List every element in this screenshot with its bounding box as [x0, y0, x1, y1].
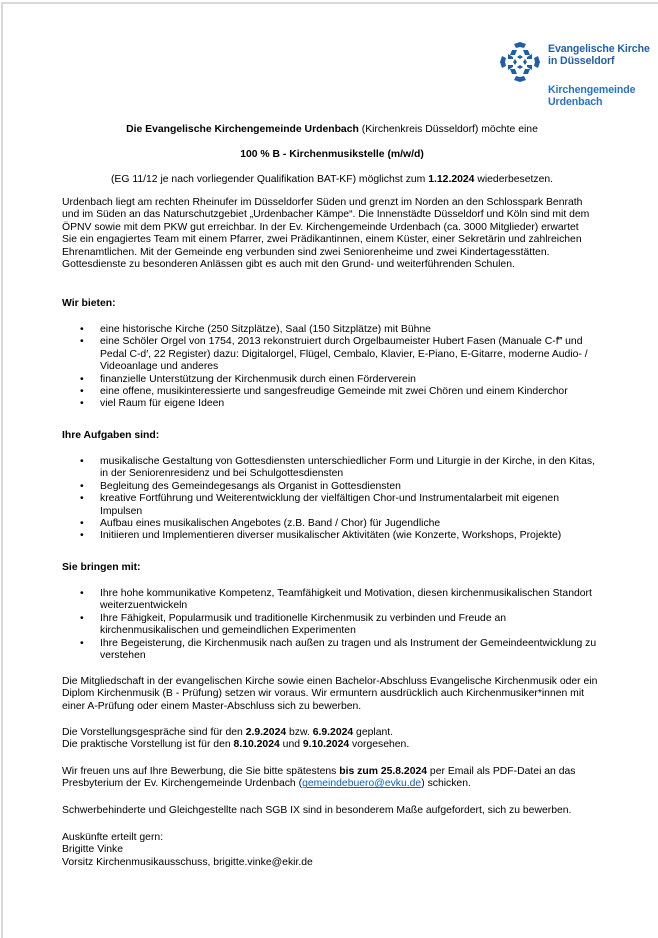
bullet-icon: •	[80, 456, 84, 467]
requirement-item-text: Ihre Fähigkeit, Popularmusik und traditionelle Kirchenmusik zu verbinden und Freude an	[100, 612, 507, 624]
description-line: ÖPNV sowie mit dem PKW gut erreichbar. In der Ev. Kirchengemeinde Urdenbach (ca. 3000 Mitglieder) erwartet	[62, 221, 579, 233]
task-item	[62, 518, 632, 530]
interview-date-1: 2.9.2024	[245, 727, 287, 738]
bullet-icon: •	[80, 530, 84, 542]
dates-text: und	[279, 739, 303, 751]
offer-item	[62, 336, 632, 373]
task-item-text: in der Seniorenresidenz und bei Schulgottesdiensten	[100, 468, 344, 480]
offer-item-text: viel Raum für eigene Ideen	[100, 398, 225, 410]
intro-rest: (Kirchenkreis Düsseldorf) möchte eine	[358, 124, 538, 135]
dates-text: geplant.	[353, 727, 394, 738]
offer-item	[62, 386, 632, 398]
application-text: Wir freuen uns auf Ihre Bewerbung, die Sie bitte spätestens	[62, 766, 340, 777]
description-line: Sie ein engagiertes Team mit einem Pfarrer, zwei Prädikantinnen, einem Küster, einer Sekretärin und zahlreichen	[62, 234, 582, 246]
document-content	[3, 4, 658, 938]
application-line-1	[62, 766, 622, 778]
requirements-heading: Sie bringen mit:	[62, 562, 141, 573]
salary-text: (EG 11/12 je nach vorliegender Qualifikation BAT-KF) möglichst zum	[110, 174, 429, 185]
bullet-icon: •	[80, 324, 84, 335]
bullet-icon: •	[80, 480, 84, 492]
offer-item-text: finanzielle Unterstützung der Kirchenmusik durch einen Förderverein	[100, 373, 416, 385]
application-text: per Email als PDF-Datei an das	[427, 766, 576, 777]
requirement-item	[62, 613, 632, 638]
tasks-heading: Ihre Aufgaben sind:	[62, 430, 160, 441]
application-email-link[interactable]: gemeindebuero@evku.de	[302, 778, 422, 790]
interview-date-2: 6.9.2024	[312, 727, 354, 738]
application-deadline: bis zum 25.8.2024	[339, 766, 428, 777]
application-text: ) schicken.	[421, 778, 471, 790]
bullet-icon: •	[80, 336, 84, 348]
requirements-list	[62, 588, 632, 662]
bullet-icon: •	[80, 588, 84, 599]
bullet-icon: •	[80, 518, 84, 530]
requirement-item-text: kirchenmusikalischen und gemeindlichen Experimenten	[100, 625, 356, 637]
offer-item-text: eine Schöler Orgel von 1754, 2013 rekonstruiert durch Orgelbaumeister Hubert Fasen (Manuale C-f‴ und	[100, 336, 583, 348]
qualification-line: einer A-Prüfung oder einem Master-Abschluss sich zu bewerben.	[62, 700, 362, 712]
disability-note: Schwerbehinderte und Gleichgestellte nach SGB IX sind in besonderem Maße aufgefordert, sich zu bewerben.	[62, 805, 572, 816]
practical-date-1: 8.10.2024	[233, 739, 280, 751]
description-paragraph	[62, 197, 622, 271]
logo-sub-line-1: Kirchengemeinde	[548, 84, 636, 96]
logo-title	[548, 44, 650, 67]
qualification-paragraph	[62, 676, 622, 713]
dates-text: vorgesehen.	[349, 739, 410, 751]
application-paragraph	[62, 766, 622, 791]
task-item-text: Aufbau eines musikalischen Angebotes (z.B. Band / Chor) für Jugendliche	[100, 518, 441, 530]
description-line: Ehrenamtlichen. Mit der Gemeinde eng verbunden sind zwei Seniorenheime und zwei Kindertagesstätten.	[62, 246, 550, 258]
task-item	[62, 481, 632, 493]
start-date: 1.12.2024	[428, 174, 475, 185]
logo-sub-line-2: Urdenbach	[548, 95, 603, 108]
dates-text: bzw.	[286, 727, 313, 738]
cross-logo-icon	[500, 42, 540, 82]
task-item-text: Initiieren und Implementieren diverser musikalischer Aktivitäten (wie Konzerte, Workshops, Projekte)	[100, 530, 562, 542]
intro-salary-line	[3, 174, 658, 186]
bullet-icon: •	[80, 398, 84, 410]
offer-heading: Wir bieten:	[62, 298, 116, 309]
requirement-item	[62, 588, 632, 613]
bullet-icon: •	[80, 612, 84, 624]
tasks-list	[62, 456, 632, 543]
bullet-icon: •	[80, 386, 84, 398]
description-line: Urdenbach liegt am rechten Rheinufer im Düsseldorfer Süden und grenzt im Norden an den Schlosspark Benrath	[62, 197, 583, 208]
qualification-line: Die Mitgliedschaft in der evangelischen Kirche sowie einen Bachelor-Abschluss Evangelische Kirchenmusik oder ein	[62, 676, 598, 687]
job-title: 100 % B - Kirchenmusikstelle (m/w/d)	[240, 149, 424, 160]
offer-item	[62, 398, 632, 410]
logo-subtitle	[548, 85, 635, 108]
bullet-icon: •	[80, 637, 84, 649]
dates-text: Die Vorstellungsgespräche sind für den	[62, 727, 246, 738]
task-item-text: Impulsen	[100, 505, 143, 517]
requirement-item-text: Ihre Begeisterung, die Kirchenmusik nach außen zu tragen und als Instrument der Gemeindeentwicklung zu	[100, 637, 597, 649]
practical-dates-line	[62, 739, 622, 751]
qualification-line: Diplom Kirchenmusik (B - Prüfung) setzen wir voraus. Wir ermuntern ausdrücklich auch Kirchenmusiker*innen mit	[62, 688, 585, 700]
offer-list	[62, 324, 632, 411]
offer-item-text: eine offene, musikinteressierte und sangesfreudige Gemeinde mit zwei Chören und einem Kinderchor	[100, 386, 568, 398]
contact-role-email: Vorsitz Kirchenmusikausschuss, brigitte.vinke@ekir.de	[62, 856, 313, 868]
requirement-item-text: weiterzuentwickeln	[100, 600, 188, 612]
logo-line-2: in Düsseldorf	[548, 54, 615, 67]
task-item	[62, 530, 632, 542]
description-line: Gottesdienste zu besonderen Anlässen gibt es auch mit den Grund- und weiterführenden Schulen.	[62, 259, 515, 271]
requirement-item-text: Ihre hohe kommunikative Kompetenz, Teamfähigkeit und Motivation, diesen kirchenmusikalischen Standort	[100, 588, 592, 599]
task-item	[62, 493, 632, 518]
offer-item-text: Pedal C-d′, 22 Register) dazu: Digitalorgel, Flügel, Cembalo, Klavier, E-Piano, E-Gitarre, moderne Audio- /	[100, 348, 588, 360]
task-item-text: Begleitung des Gemeindegesangs als Organist in Gottesdiensten	[100, 480, 401, 492]
application-text: Presbyterium der Ev. Kirchengemeinde Urdenbach (	[62, 778, 303, 790]
bullet-icon: •	[80, 373, 84, 385]
intro-line	[3, 124, 658, 136]
bullet-icon: •	[80, 493, 84, 505]
document-page	[1, 2, 658, 938]
offer-item-text: Videoanlage und anderes	[100, 361, 219, 373]
task-item	[62, 456, 632, 481]
requirement-item	[62, 638, 632, 663]
task-item-text: kreative Fortführung und Weiterentwicklung der vielfältigen Chor-und Instrumentalarbeit mit eigenen	[100, 493, 559, 505]
requirement-item-text: verstehen	[100, 650, 146, 662]
salary-text-end: wiederbesetzen.	[474, 174, 554, 185]
description-line: und im Süden an das Naturschutzgebiet „Urdenbacher Kämpe“. Die Innenstädte Düsseldorf und Köln sind mit dem	[62, 209, 590, 221]
intro-org-name: Die Evangelische Kirchengemeinde Urdenbach	[126, 124, 359, 135]
application-line-2	[62, 778, 622, 790]
practical-date-2: 9.10.2024	[302, 739, 350, 751]
logo-line-1: Evangelische Kirche	[548, 43, 650, 55]
contact-block	[62, 832, 622, 869]
contact-name: Brigitte Vinke	[62, 844, 124, 856]
offer-item	[62, 324, 632, 336]
church-logo	[500, 40, 650, 110]
dates-text: Die praktische Vorstellung ist für den	[62, 739, 234, 751]
dates-paragraph	[62, 727, 622, 752]
offer-item-text: eine historische Kirche (250 Sitzplätze), Saal (150 Sitzplätze) mit Bühne	[100, 324, 431, 335]
contact-label: Auskünfte erteilt gern:	[62, 832, 164, 843]
offer-item	[62, 374, 632, 386]
interview-dates-line	[62, 727, 622, 739]
task-item-text: musikalische Gestaltung von Gottesdiensten unterschiedlicher Form und Liturgie in der Kirche, in den Kitas,	[100, 456, 595, 467]
